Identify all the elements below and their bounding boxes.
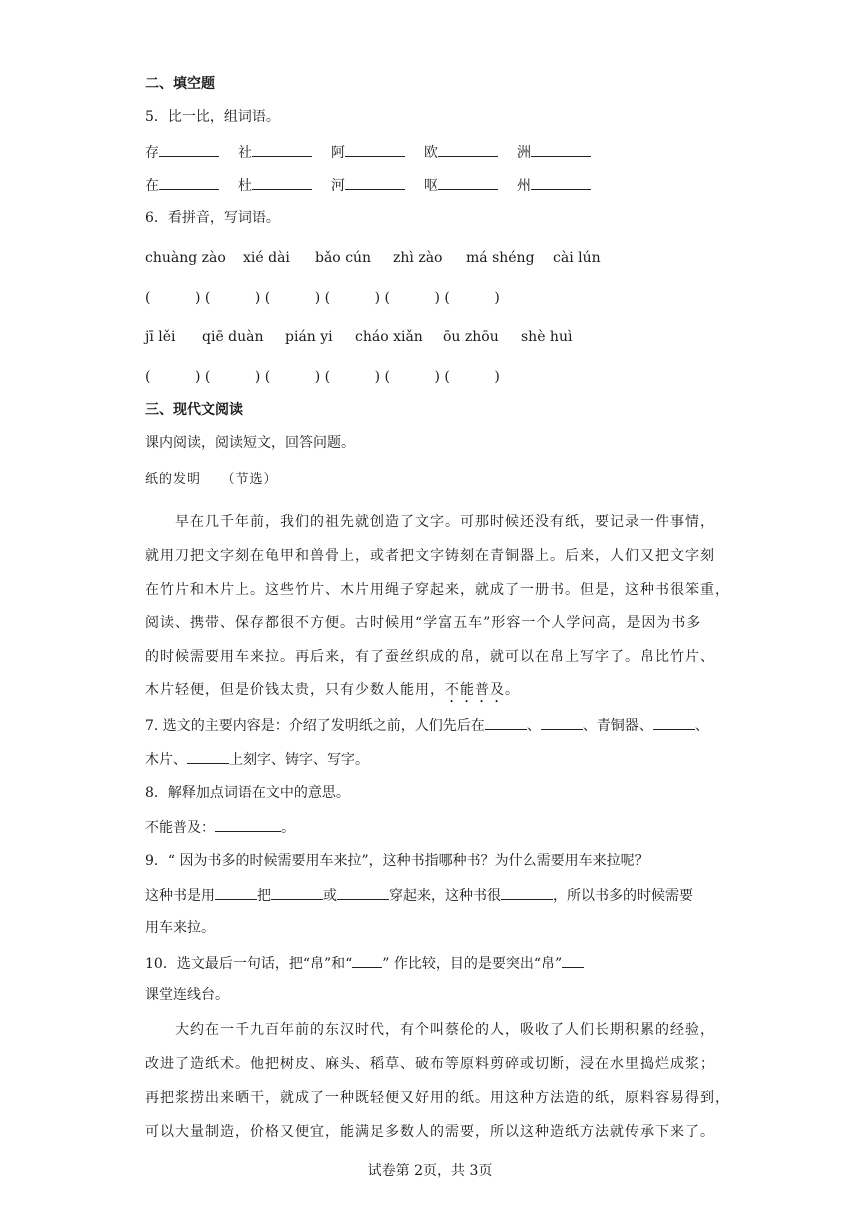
passage-line: 阅读、携带、保存都很不方便。古时候用“学富五车”形容一个人学问高，是因为书多: [145, 615, 702, 631]
q5-char: 河: [331, 178, 345, 194]
passage-line: 早在几千年前，我们的祖先就创造了文字。可那时候还没有纸，要记录一件事情，: [175, 514, 715, 530]
passage-line-last: [145, 680, 520, 706]
answer-blank[interactable]: [271, 885, 323, 900]
pinyin: xié dài: [243, 250, 290, 266]
q7-line1: [145, 715, 709, 736]
q6-answer-brackets-1[interactable]: ( ) ( ) ( ) ( ) ( ) ( ): [145, 290, 500, 306]
answer-blank[interactable]: [159, 142, 219, 157]
q7-sep: 、: [582, 718, 597, 734]
pinyin: shè huì: [521, 329, 573, 345]
dotted-text: 不能普及: [445, 682, 505, 698]
q9-prompt: 9．“ 因为书多的时候需要用车来拉”，这种书指哪种书？为什么需要用车来拉呢？: [145, 853, 649, 869]
q8-end: 。: [281, 820, 295, 836]
pinyin: pián yi: [285, 329, 333, 345]
pinyin: cài lún: [553, 250, 601, 266]
q7-sep: 、: [526, 718, 541, 734]
passage2-line: 再把浆捞出来晒干，就成了一种既轻便又好用的纸。用这种方法造的纸，原料容易得到，: [145, 1090, 730, 1106]
reading-intro: 课内阅读，阅读短文，回答问题。: [145, 435, 355, 451]
pinyin: cháo xiǎn: [355, 329, 423, 345]
answer-blank[interactable]: [531, 175, 591, 190]
q8-answer: [145, 817, 295, 838]
answer-blank[interactable]: [345, 142, 405, 157]
answer-blank[interactable]: [215, 817, 281, 832]
passage2-line: 可以大量制造，价格又便宜，能满足多数人的需要，所以这种造纸方法就传承下来了。: [145, 1124, 715, 1140]
answer-blank[interactable]: [438, 142, 498, 157]
answer-blank[interactable]: [653, 715, 695, 730]
answer-blank[interactable]: [501, 885, 553, 900]
q5-char: 呕: [424, 178, 438, 194]
passage-text: 木片轻便，但是价钱太贵，只有少数人能用，: [145, 682, 445, 698]
q5-row2: [145, 175, 610, 196]
q8-prompt: 8．解释加点词语在文中的意思。: [145, 785, 350, 801]
q5-char: 州: [517, 178, 531, 194]
q10: [145, 953, 584, 974]
answer-blank[interactable]: [345, 175, 405, 190]
answer-blank[interactable]: [531, 142, 591, 157]
q5-prompt: 5．比一比，组词语。: [145, 109, 280, 125]
page-footer: 试卷第 2页，共 3页: [367, 1163, 493, 1179]
q6-pinyin-row2: [145, 327, 581, 347]
answer-blank[interactable]: [215, 885, 257, 900]
answer-blank[interactable]: [159, 175, 219, 190]
q10-text: 10．选文最后一句话，把“帛”和“: [145, 956, 353, 972]
passage2-line: 大约在一千九百年前的东汉时代，有个叫蔡伦的人，吸收了人们长期积累的经验，: [175, 1022, 715, 1038]
q9-text: 穿起来，这种书很: [389, 888, 501, 904]
answer-blank[interactable]: [252, 142, 312, 157]
pinyin: zhì zào: [393, 250, 443, 266]
answer-blank[interactable]: [337, 885, 389, 900]
sub-intro: 课堂连线台。: [145, 987, 229, 1003]
q7-line2: [145, 749, 369, 770]
q5-char: 阿: [331, 145, 345, 161]
q9-text: 这种书是用: [145, 888, 215, 904]
q5-row1: [145, 142, 610, 163]
section2-title: 二、填空题: [145, 76, 215, 92]
q5-char: 杜: [238, 178, 252, 194]
pinyin: chuàng zào: [145, 250, 226, 266]
q7-text: 青铜器: [596, 718, 639, 734]
answer-blank[interactable]: [252, 175, 312, 190]
section3-title: 三、现代文阅读: [145, 402, 243, 418]
q5-char: 在: [145, 178, 159, 194]
passage-text: 。: [505, 682, 520, 698]
passage-line: 在竹片和木片上。这些竹片、木片用绳子穿起来，就成了一册书。但是，这种书很笨重，: [145, 582, 730, 598]
answer-blank[interactable]: [438, 175, 498, 190]
q9-answer-line1: [145, 885, 693, 906]
q8-label: 不能普及：: [145, 820, 215, 836]
q7-sep: 、: [694, 718, 709, 734]
q6-pinyin-row1: [145, 248, 613, 268]
q9-answer-line2: 用车来拉。: [145, 920, 215, 936]
q5-char: 欧: [424, 145, 438, 161]
answer-blank[interactable]: [352, 953, 382, 968]
passage-line: 的时候需要用车来拉。再后来，有了蚕丝织成的帛，就可以在帛上写字了。帛比竹片、: [145, 649, 715, 665]
passage-line: 就用刀把文字刻在龟甲和兽骨上，或者把文字铸刻在青铜器上。后来，人们又把文字刻: [145, 548, 715, 564]
q5-char: 社: [238, 145, 252, 161]
q9-text: 或: [323, 888, 337, 904]
q9-text: 把: [257, 888, 271, 904]
q7-text: 7. 选文的主要内容是：介绍了发明纸之前，人们先后在: [145, 718, 485, 734]
q7-text: 上刻字、铸字、写字。: [229, 752, 369, 768]
q6-prompt: 6．看拼音，写词语。: [145, 210, 280, 226]
q9-text: ，所以书多的时候需要: [553, 888, 693, 904]
pinyin: má shéng: [466, 250, 535, 266]
q7-sep: 、: [638, 718, 653, 734]
answer-blank[interactable]: [485, 715, 527, 730]
q5-char: 存: [145, 145, 159, 161]
answer-blank[interactable]: [541, 715, 583, 730]
pinyin: ōu zhōu: [443, 329, 499, 345]
answer-blank[interactable]: [187, 749, 229, 764]
passage-title: 纸的发明 （节选）: [145, 472, 278, 487]
answer-blank[interactable]: [562, 953, 584, 968]
q6-answer-brackets-2[interactable]: ( ) ( ) ( ) ( ) ( ) ( ): [145, 369, 500, 385]
pinyin: jī lěi: [145, 329, 176, 345]
dotted-phrase: [445, 682, 505, 698]
pinyin: bǎo cún: [315, 250, 372, 266]
q10-text: ” 作比较，目的是要突出“帛”: [382, 956, 563, 972]
passage2-line: 改进了造纸术。他把树皮、麻头、稻草、破布等原料剪碎或切断，浸在水里捣烂成浆；: [145, 1056, 715, 1072]
pinyin: qiē duàn: [202, 329, 264, 345]
q5-char: 洲: [517, 145, 531, 161]
q7-text: 木片、: [145, 752, 187, 768]
